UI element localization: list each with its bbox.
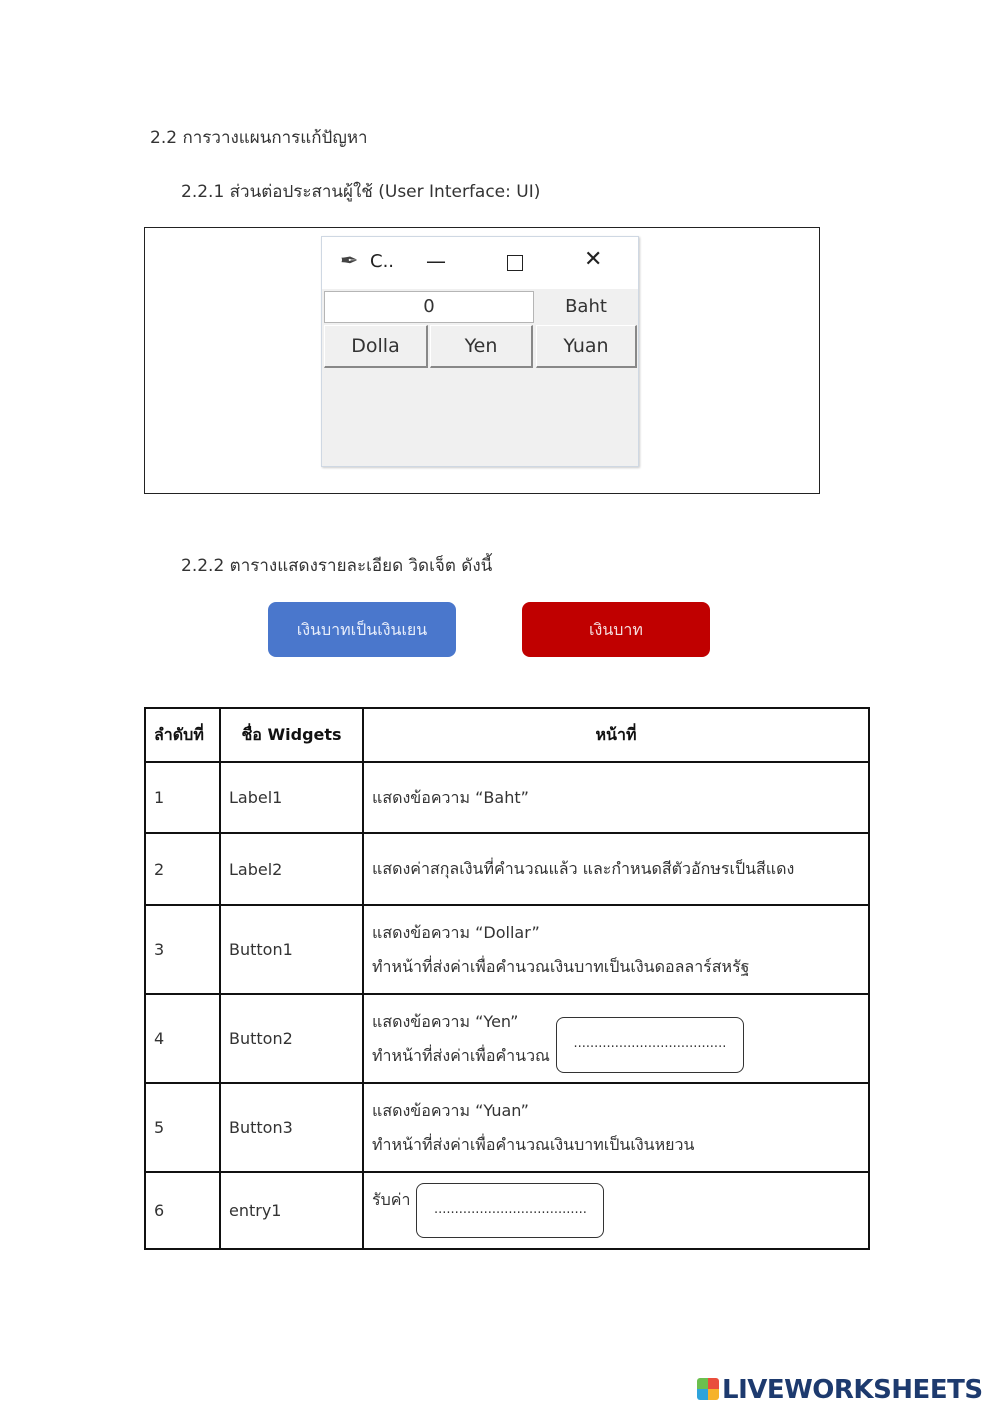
table-section-heading: 2.2.2 ตารางแสดงรายละเอียด วิดเจ็ต ดังนี้ (181, 556, 493, 576)
maximize-icon[interactable] (507, 255, 523, 271)
table-row (145, 905, 869, 994)
row-widget-name: Label2 (220, 833, 363, 905)
row-number: 1 (145, 762, 220, 833)
header-function: หน้าที่ (363, 708, 869, 762)
row-function (363, 994, 869, 1083)
table-row (145, 1172, 869, 1249)
row-number: 4 (145, 994, 220, 1083)
ui-section-heading: 2.2.1 ส่วนต่อประสานผู้ใช้ (User Interface: UI) (181, 182, 541, 202)
tk-titlebar (322, 237, 638, 289)
row-widget-name: Button3 (220, 1083, 363, 1172)
row-number: 3 (145, 905, 220, 994)
row-function-line: แสดงข้อความ “Yen” (372, 1011, 519, 1031)
tk-window (321, 236, 639, 467)
header-widget-name: ชื่อ Widgets (220, 708, 363, 762)
amount-entry[interactable]: 0 (324, 291, 534, 323)
row-widget-name: Label1 (220, 762, 363, 833)
row-function (363, 905, 869, 994)
liveworksheets-logo (697, 1375, 983, 1405)
table-row (145, 994, 869, 1083)
row-function-line: แสดงข้อความ “Yuan” (372, 1100, 529, 1120)
table-row (145, 833, 869, 905)
table-row (145, 1083, 869, 1172)
minimize-icon[interactable]: — (426, 249, 446, 273)
row-number: 5 (145, 1083, 220, 1172)
section-heading: 2.2 การวางแผนการแก้ปัญหา (150, 128, 368, 148)
yen-button[interactable]: Yen (430, 325, 533, 368)
brand-text: LIVEWORKSHEETS (722, 1375, 983, 1405)
row-function-line: รับค่า (372, 1190, 411, 1209)
answer-box-yen[interactable]: ..................................... (556, 1017, 744, 1073)
header-order: ลำดับที่ (145, 708, 220, 762)
close-icon[interactable]: ✕ (584, 247, 603, 272)
row-function (363, 833, 869, 905)
liveworksheets-icon (697, 1378, 719, 1400)
row-function (363, 762, 869, 833)
row-function-line: ทำหน้าที่ส่งค่าเพื่อคำนวณเงินบาทเป็นเงินหยวน (372, 1134, 695, 1154)
tk-window-title: C.. (370, 251, 395, 272)
row-function-line: ทำหน้าที่ส่งค่าเพื่อคำนวณ (372, 1045, 550, 1065)
row-function (363, 1083, 869, 1172)
baht-to-yen-button[interactable]: เงินบาทเป็นเงินเยน (268, 602, 456, 657)
row-function-line: แสดงข้อความ “Dollar” (372, 922, 540, 942)
row-function (363, 1172, 869, 1249)
table-header-row (145, 708, 869, 762)
table-row (145, 762, 869, 833)
row-widget-name: entry1 (220, 1172, 363, 1249)
row-function-line: ทำหน้าที่ส่งค่าเพื่อคำนวณเงินบาทเป็นเงินดอลลาร์สหรัฐ (372, 956, 750, 976)
yuan-button[interactable]: Yuan (536, 325, 637, 368)
dollar-button[interactable]: Dolla (324, 325, 428, 368)
widget-table (144, 707, 870, 1250)
baht-button[interactable]: เงินบาท (522, 602, 710, 657)
baht-label: Baht (565, 296, 607, 317)
answer-box-entry[interactable]: ..................................... (416, 1183, 604, 1238)
row-number: 6 (145, 1172, 220, 1249)
row-number: 2 (145, 833, 220, 905)
row-function-line: แสดงค่าสกุลเงินที่คำนวณแล้ว และกำหนดสีตัวอักษรเป็นสีแดง (372, 859, 795, 878)
feather-icon: ✒ (340, 249, 359, 274)
row-widget-name: Button2 (220, 994, 363, 1083)
row-widget-name: Button1 (220, 905, 363, 994)
row-function-line: แสดงข้อความ “Baht” (372, 787, 529, 807)
